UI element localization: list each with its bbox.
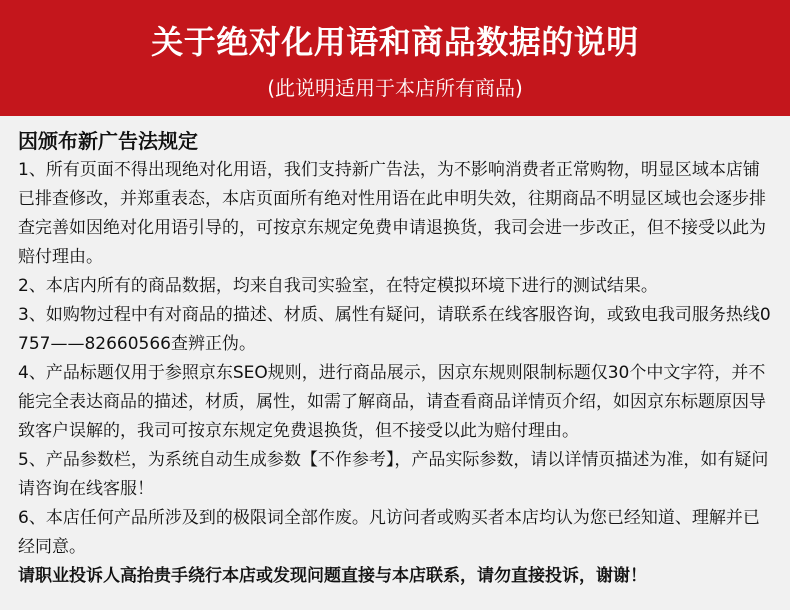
paragraph-1: 1、所有页面不得出现绝对化用语，我们支持新广告法，为不影响消费者正常购物，明显区域本店铺已排查修改，并郑重表态，本店页面所有绝对性用语在此申明失效，往期商品不明显区域也会逐步排查完善如因绝对化用语引导的，可按京东规定免费申请退换货，我司会进一步改正，但不接受以此为赔付理由。 [18,160,766,267]
footer-note: 请职业投诉人高抬贵手绕行本店或发现问题直接与本店联系，请勿直接投诉，谢谢！ [18,566,647,586]
page-title: 关于绝对化用语和商品数据的说明 [151,23,639,61]
notice-content [18,126,776,591]
section-heading: 因颁布新广告法规定 [18,129,198,153]
header-banner [0,0,790,116]
page-subtitle: (此说明适用于本店所有商品) [267,76,523,100]
paragraph-6: 6、本店任何产品所涉及到的极限词全部作废。凡访问者或购买者本店均认为您已经知道、理解并已经同意。 [18,508,760,557]
paragraph-5: 5、产品参数栏，为系统自动生成参数【不作参考】，产品实际参数，请以详情页描述为准，如有疑问请咨询在线客服！ [18,450,769,499]
paragraph-4: 4、产品标题仅用于参照京东SEO规则，进行商品展示，因京东规则限制标题仅30个中文字符，并不能完全表达商品的描述，材质，属性，如需了解商品，请查看商品详情页介绍，如因京东标题原因导致客户误解的，我司可按京东规定免费退换货，但不接受以此为赔付理由。 [18,363,766,441]
paragraph-2: 2、本店内所有的商品数据，均来自我司实验室，在特定模拟环境下进行的测试结果。 [18,276,658,296]
paragraph-3: 3、如购物过程中有对商品的描述、材质、属性有疑问，请联系在线客服咨询，或致电我司服务热线0757——82660566查辨正伪。 [18,305,771,354]
